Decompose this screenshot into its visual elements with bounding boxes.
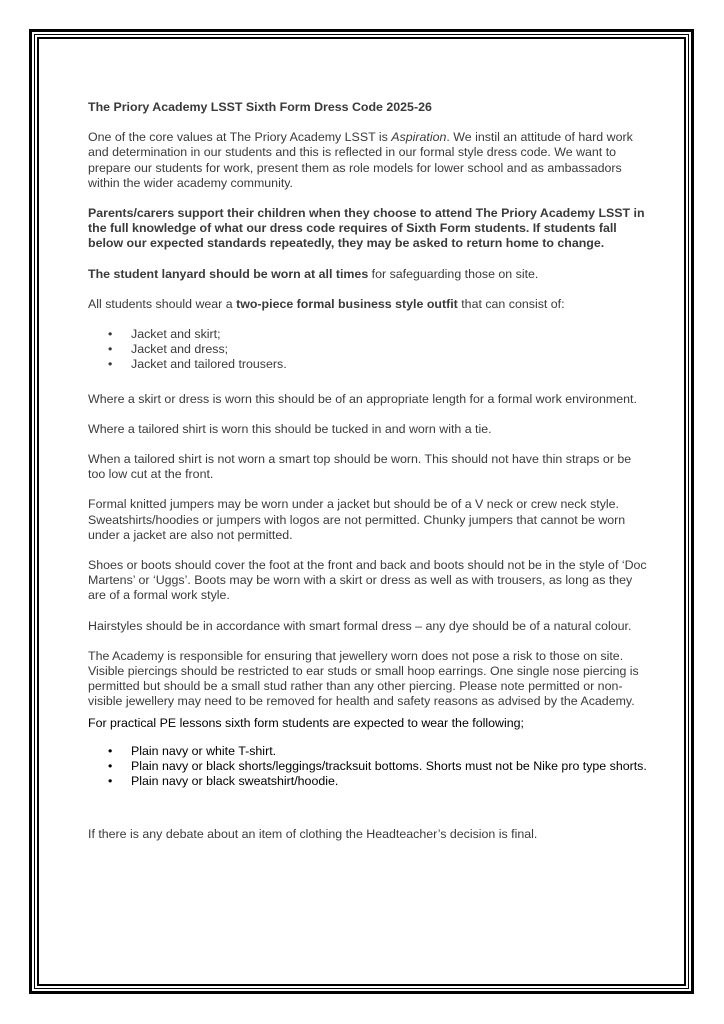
- shoes-rule: Shoes or boots should cover the foot at the front and back and boots should not be in the style of ‘Doc Martens’ or ‘Uggs’. Boots may be worn with a skirt or dress as well as with trousers, as long as they are of a formal work style.: [88, 558, 647, 603]
- jumper-rule: Formal knitted jumpers may be worn under a jacket but should be of a V neck or crew neck style. Sweatshirts/hoodies or jumpers with logos are not permitted. Chunky jumpers that cannot be worn under a jacket are also not permitted.: [88, 497, 626, 542]
- lanyard-rest: for safeguarding those on site.: [368, 266, 539, 281]
- closing-statement: If there is any debate about an item of clothing the Headteacher’s decision is final.: [88, 826, 538, 841]
- parents-notice: Parents/carers support their children when they choose to attend The Priory Academy LSST in the full knowledge of what our dress code requires of Sixth Form students. If students fall below our expected standards repeatedly, they may be asked to return home to change.: [88, 206, 645, 251]
- intro-paragraph: [88, 130, 648, 191]
- pe-item: • Plain navy or black sweatshirt/hoodie.: [88, 774, 648, 789]
- outfit-item: • Jacket and tailored trousers.: [88, 357, 648, 372]
- intro-text-start: One of the core values at The Priory Academy LSST is: [88, 130, 392, 145]
- outfit-intro-end: that can consist of:: [457, 296, 565, 311]
- shirt-rule: Where a tailored shirt is worn this should be tucked in and worn with a tie.: [88, 421, 492, 436]
- outfit-intro-start: All students should wear a: [88, 296, 237, 311]
- outfit-intro-bold: two-piece formal business style outfit: [236, 296, 458, 311]
- pe-list: [88, 744, 648, 790]
- lanyard-bold: The student lanyard should be worn at all times: [88, 266, 369, 281]
- jewellery-rule: The Academy is responsible for ensuring that jewellery worn does not pose a risk to those on site. Visible piercings should be restricted to ear studs or small hoop earrings. One single nose piercing is permitted but should be a small stud rather than any other piercing. Please note permitted or non-visible jewellery may need to be removed for health and safety reasons as advised by the Academy.: [88, 648, 639, 709]
- intro-text-end: . We instil an attitude of hard work and determination in our students and this is reflected in our formal style dress code. We want to prepare our students for work, present them as role models for lower school and as ambassadors within the wider academy community.: [88, 130, 633, 190]
- outfit-item: • Jacket and skirt;: [88, 327, 648, 342]
- intro-emphasis: Aspiration: [391, 130, 447, 145]
- document-body: [88, 100, 648, 842]
- outfit-item: • Jacket and dress;: [88, 342, 648, 357]
- skirt-rule: Where a skirt or dress is worn this should be of an appropriate length for a formal work environment.: [88, 391, 637, 406]
- pe-intro: For practical PE lessons sixth form students are expected to wear the following;: [88, 715, 524, 730]
- lanyard-paragraph: [88, 267, 648, 282]
- outfit-list: [88, 327, 648, 373]
- outfit-intro: [88, 297, 648, 312]
- pe-item: • Plain navy or black shorts/leggings/tracksuit bottoms. Shorts must not be Nike pro type shorts.: [88, 759, 648, 774]
- hair-rule: Hairstyles should be in accordance with smart formal dress – any dye should be of a natural colour.: [88, 618, 632, 633]
- top-rule: When a tailored shirt is not worn a smart top should be worn. This should not have thin straps or be too low cut at the front.: [88, 452, 632, 482]
- pe-item: • Plain navy or white T-shirt.: [88, 744, 648, 759]
- document-title: The Priory Academy LSST Sixth Form Dress Code 2025-26: [88, 100, 432, 114]
